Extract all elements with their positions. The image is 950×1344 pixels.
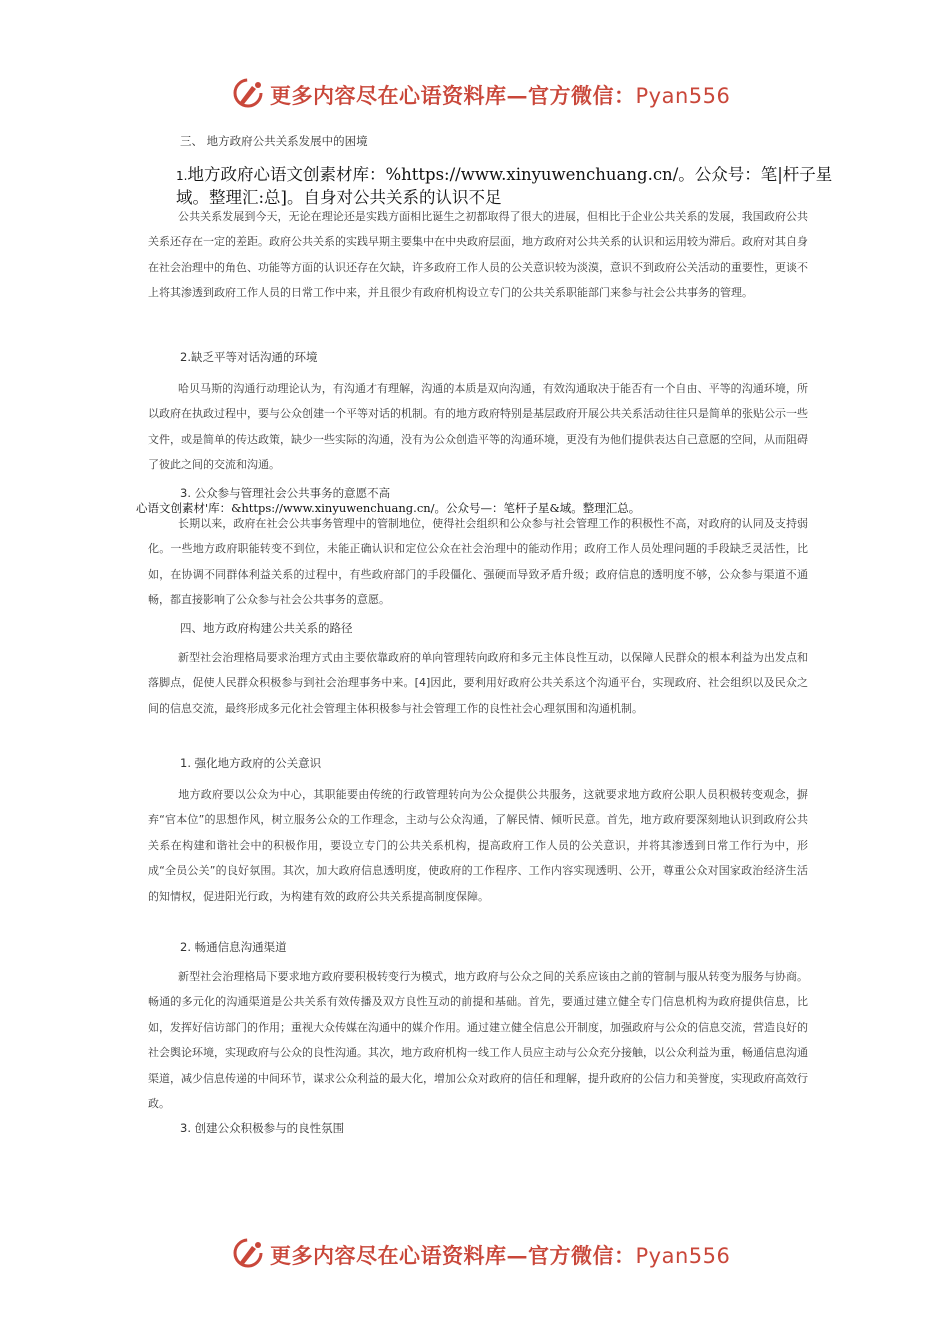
paragraph-3-text: 长期以来，政府在社会公共事务管理中的管制地位，使得社会组织和公众参与社会管理工作的积极性不高，对政府的认同及支持弱化。一些地方政府职能转变不到位，未能正确认识和定位公众在社会治理中的能动作用；政府工作人员处理问题的手段缺乏灵活性，比如，在协调不同群体利益关系的过程中，有些政府部门的手段僵化、强硬而导致矛盾升级；政府信息的透明度不够，公众参与渠道不通畅，都直接影响了公众参与社会公共事务的意愿。 xyxy=(148,517,808,607)
subheading-4-3: 3. 创建公众积极参与的良性氛围 xyxy=(180,1121,345,1135)
item-1-number: 1. xyxy=(176,169,188,183)
paragraph-5-text: 地方政府要以公众为中心，其职能要由传统的行政管理转向为公众提供公共服务，这就要求地方政府公职人员积极转变观念，摒弃“官本位”的思想作风，树立服务公众的工作理念，主动与公众沟通，了解民情、倾听民意。首先，地方政府要深刻地认识到政府公共关系在构建和谐社会中的积极作用，要设立专门的公共关系机构，提高政府工作人员的公关意识，并将其渗透到日常工作行为中，形成“全员公关”的良好氛围。其次，加大政府信息透明度，使政府的工作程序、工作内容实现透明、公开，尊重公众对国家政治经济生活的知情权，促进阳光行政，为构建有效的政府公共关系提高制度保障。 xyxy=(148,788,808,903)
banner-text: 更多内容尽在心语资料库 xyxy=(270,1243,507,1268)
footer-banner xyxy=(232,1236,732,1276)
banner-wechat-id: Pyan556 xyxy=(635,1244,731,1268)
paragraph-4 xyxy=(148,645,808,721)
item-1-heading xyxy=(176,164,836,208)
paragraph-4-text: 新型社会治理格局要求治理方式由主要依靠政府的单向管理转向政府和多元主体良性互动，以保障人民群众的根本利益为出发点和落脚点，促使人民群众积极参与到社会治理事务中来。[4]因此，要利用好政府公共关系这个沟通平台，实现政府、社会组织以及民众之间的信息交流，最终形成多元化社会管理主体积极参与社会管理工作的良性社会心理氛围和沟通机制。 xyxy=(148,651,808,715)
paragraph-5 xyxy=(148,782,808,909)
header-banner xyxy=(232,76,732,116)
banner-suffix: 官方微信： xyxy=(528,83,636,108)
section-heading-3: 三、 地方政府公共关系发展中的困境 xyxy=(180,134,368,148)
item-1-text: 地方政府心语文创素材库：%https://www.xinyuwenchuang.cn/。公众号：笔|杆子星域。整理汇:总]。自身对公共关系的认识不足 xyxy=(176,165,833,207)
paragraph-6-text: 新型社会治理格局下要求地方政府要积极转变行为模式，地方政府与公众之间的关系应该由之前的管制与服从转变为服务与协商。畅通的多元化的沟通渠道是公共关系有效传播及双方良性互动的前提和基础。首先，要通过建立健全专门信息机构为政府提供信息，比如，发挥好信访部门的作用；重视大众传媒在沟通中的媒介作用。通过建立健全信息公开制度，加强政府与公众的信息交流，营造良好的社会舆论环境，实现政府与公众的良性沟通。其次，地方政府机构一线工作人员应主动与公众充分接触，以公众利益为重，畅通信息沟通渠道，减少信息传递的中间环节，谋求公众利益的最大化，增加公众对政府的信任和理解，提升政府的公信力和美誉度，实现政府高效行政。 xyxy=(148,970,808,1111)
paragraph-6 xyxy=(148,964,808,1116)
banner-suffix: 官方微信： xyxy=(528,1243,636,1268)
banner-separator: — xyxy=(506,83,528,108)
watermark-line: 心语文创素材'库：&https://www.xinyuwenchuang.cn/。公众号—：笔杆子星&域。整理汇总。 xyxy=(136,501,641,515)
banner-text: 更多内容尽在心语资料库 xyxy=(270,83,507,108)
paragraph-1-text: 公共关系发展到今天，无论在理论还是实践方面相比诞生之初都取得了很大的进展，但相比于企业公共关系的发展，我国政府公共关系还存在一定的差距。政府公共关系的实践早期主要集中在中央政府层面，地方政府对公共关系的认识和运用较为滞后。政府对其自身在社会治理中的角色、功能等方面的认识还存在欠缺，许多政府工作人员的公关意识较为淡漠，意识不到政府公关活动的重要性，更谈不上将其渗透到政府工作人员的日常工作中来，并且很少有政府机构设立专门的公共关系职能部门来参与社会公共事务的管理。 xyxy=(148,210,808,300)
paragraph-2-text: 哈贝马斯的沟通行动理论认为，有沟通才有理解，沟通的本质是双向沟通，有效沟通取决于能否有一个自由、平等的沟通环境，所以政府在执政过程中，要与公众创建一个平等对话的机制。有的地方政府特别是基层政府开展公共关系活动往往只是简单的张贴公示一些文件，或是简单的传达政策，缺少一些实际的沟通，没有为公众创造平等的沟通环境，更没有为他们提供表达自己意愿的空间，从而阻碍了彼此之间的交流和沟通。 xyxy=(148,382,808,472)
paragraph-3 xyxy=(148,511,808,613)
paragraph-2 xyxy=(148,376,808,478)
brush-logo-icon xyxy=(232,76,266,110)
brush-logo-icon xyxy=(232,1236,266,1270)
subheading-4-2: 2. 畅通信息沟通渠道 xyxy=(180,940,287,954)
subheading-2: 2.缺乏平等对话沟通的环境 xyxy=(180,350,318,364)
banner-separator: — xyxy=(506,1243,528,1268)
subheading-3: 3. 公众参与管理社会公共事务的意愿不高 xyxy=(180,486,391,500)
section-heading-4: 四、地方政府构建公共关系的路径 xyxy=(180,621,353,635)
paragraph-1 xyxy=(148,204,808,306)
banner-wechat-id: Pyan556 xyxy=(635,84,731,108)
subheading-4-1: 1. 强化地方政府的公关意识 xyxy=(180,756,322,770)
